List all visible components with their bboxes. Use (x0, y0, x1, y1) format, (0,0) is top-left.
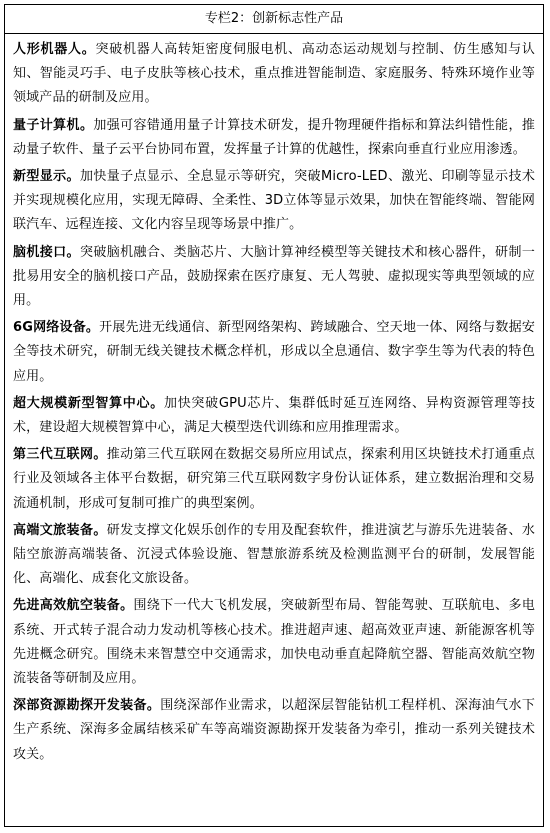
item-intelligent-computing-center (13, 392, 535, 440)
item-text: 推动第三代互联网在数据交易所应用试点，探索利用区块链技术打通重点行业及领域各主体平台数据，研究第三代互联网数字身份认证体系，建立数据治理和交易流通机制，形成可复制可推广的典型案例。 (13, 447, 535, 511)
item-heading: 新型显示。 (13, 169, 80, 185)
item-text: 研发支撑文化娱乐创作的专用及配套软件，推进演艺与游乐先进装备、水陆空旅游高端装备、沉浸式体验设施、智慧旅游系统及检测监测平台的研制，发展智能化、高端化、成套化文旅设备。 (13, 522, 535, 587)
item-text: 突破机器人高转矩密度伺服电机、高动态运动规划与控制、仿生感知与认知、智能灵巧手、电子皮肤等核心技术，重点推进智能制造、家庭服务、特殊环境作业等领域产品的研制及应用。 (13, 42, 535, 106)
item-third-gen-internet (13, 443, 535, 516)
item-brain-computer-interface (13, 241, 535, 314)
column-title: 专栏2：创新标志性产品 (5, 5, 543, 34)
item-humanoid-robot (13, 38, 535, 111)
item-heading: 脑机接口。 (13, 244, 80, 260)
item-quantum-computer (13, 114, 535, 162)
column-box (4, 4, 544, 827)
item-text: 加快量子点显示、全息显示等研究，突破Micro-LED、激光、印刷等显示技术并实现规模化应用，实现无障碍、全柔性、3D立体等显示效果，加快在智能终端、智能网联汽车、远程连接、文化内容呈现等场景中推广。 (13, 169, 535, 233)
item-aviation-equipment (13, 594, 535, 691)
item-cultural-tourism-equipment (13, 519, 535, 592)
item-new-display (13, 165, 535, 238)
item-heading: 高端文旅装备。 (13, 522, 107, 538)
item-heading: 先进高效航空装备。 (13, 598, 134, 614)
item-heading: 6G网络设备。 (13, 320, 100, 336)
item-deep-resource-equipment (13, 694, 535, 767)
item-6g-network (13, 316, 535, 389)
item-text: 开展先进无线通信、新型网络架构、跨域融合、空天地一体、网络与数据安全等技术研究，研制无线关键技术概念样机，形成以全息通信、数字孪生等为代表的特色应用。 (13, 320, 535, 384)
item-text: 加快突破GPU芯片、集群低时延互连网络、异构资源管理等技术，建设超大规模智算中心，满足大模型迭代训练和应用推理需求。 (13, 395, 535, 436)
item-heading: 量子计算机。 (13, 117, 94, 133)
item-heading: 第三代互联网。 (13, 447, 107, 463)
item-heading: 人形机器人。 (13, 42, 96, 57)
item-text: 围绕下一代大飞机发展，突破新型布局、智能驾驶、互联航电、多电系统、开式转子混合动力发动机等核心技术。推进超声速、超高效亚声速、新能源客机等先进概念研究。围绕未来智慧空中交通需求，加快电动垂直起降航空器、智能高效航空物流装备等研制及应用。 (13, 598, 535, 687)
column-content (5, 34, 543, 767)
item-text: 加强可容错通用量子计算技术研发，提升物理硬件指标和算法纠错性能，推动量子软件、量子云平台协同布置，发挥量子计算的优越性，探索向垂直行业应用渗透。 (13, 117, 535, 157)
item-text: 围绕深部作业需求，以超深层智能钻机工程样机、深海油气水下生产系统、深海多金属结核采矿车等高端资源勘探开发装备为牵引，推动一系列关键技术攻关。 (13, 698, 535, 762)
item-text: 突破脑机融合、类脑芯片、大脑计算神经模型等关键技术和核心器件，研制一批易用安全的脑机接口产品，鼓励探索在医疗康复、无人驾驶、虚拟现实等典型领域的应用。 (13, 244, 535, 309)
item-heading: 超大规模新型智算中心。 (13, 395, 164, 411)
item-heading: 深部资源勘探开发装备。 (13, 698, 161, 714)
